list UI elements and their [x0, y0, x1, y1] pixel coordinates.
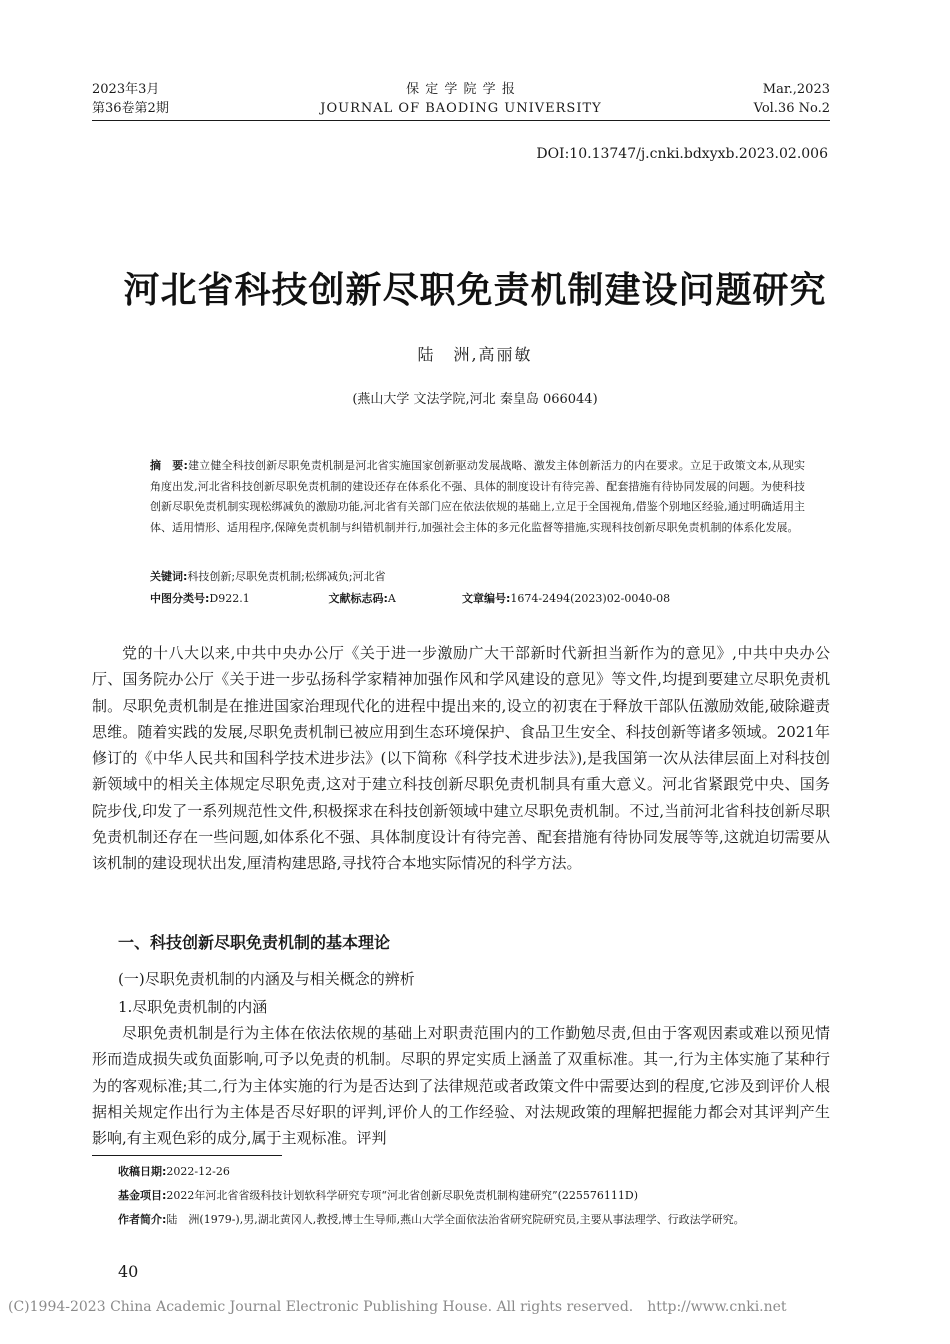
running-header	[92, 80, 830, 120]
header-center	[92, 80, 830, 118]
keywords-text: 科技创新;尽职免责机制;松绑减负;河北省	[187, 570, 386, 583]
keywords	[150, 568, 386, 584]
abstract-text: 建立健全科技创新尽职免责机制是河北省实施国家创新驱动发展战略、激发主体创新活力的内在要求。立足于政策文本,从现实角度出发,河北省科技创新尽职免责机制的建设还存在体系化不强、具体的制度设计有待完善、配套措施有待协同发展的问题。为使科技创新尽职免责机制实现松绑减负的激励功能,河北省有关部门应在依法依规的基础上,立足于全国视角,借鉴个别地区经验,通过明确适用主体、适用情形、适用程序,保障免责机制与纠错机制并行,加强社会主体的多元化监督等措施,实现科技创新尽职免责机制的体系化发展。	[150, 459, 805, 534]
footnote-received	[118, 1162, 858, 1182]
header-divider	[92, 120, 830, 121]
header-right	[754, 80, 830, 118]
abstract	[150, 456, 805, 538]
footnote-divider	[92, 1155, 282, 1156]
intro-paragraph: 党的十八大以来,中共中央办公厅《关于进一步激励广大干部新时代新担当新作为的意见》,中共中央办公厅、国务院办公厅《关于进一步弘扬科学家精神加强作风和学风建设的意见》等文件,均提到要建立尽职免责机制。尽职免责机制是在推进国家治理现代化的进程中提出来的,设立的初衷在于释放干部队伍激励效能,破除避责思维。随着实践的发展,尽职免责机制已被应用到生态环境保护、食品卫生安全、科技创新等诸多领域。2021年修订的《中华人民共和国科学技术进步法》(以下简称《科学技术进步法》),是我国第一次从法律层面上对科技创新领域中的相关主体规定尽职免责,这对于建立科技创新尽职免责机制具有重大意义。河北省紧跟党中央、国务院步伐,印发了一系列规范性文件,积极探求在科技创新领域中建立尽职免责机制。不过,当前河北省科技创新尽职免责机制还存在一些问题,如体系化不强、具体制度设计有待完善、配套措施有待协同发展等等,这就迫切需要从该机制的建设现状出发,厘清构建思路,寻找符合本地实际情况的科学方法。	[92, 644, 830, 873]
doi: DOI:10.13747/j.cnki.bdxyxb.2023.02.006	[536, 146, 828, 162]
classification-line	[150, 590, 810, 606]
header-volume-cn: 第36卷第2期	[92, 101, 169, 116]
author-bio-label: 作者简介:	[118, 1213, 167, 1226]
author-bio-text: 陆 洲(1979-),男,湖北黄冈人,教授,博士生导师,燕山大学全面依法治省研究院研究员,主要从事法理学、行政法学研究。	[166, 1213, 745, 1226]
abstract-label: 摘 要:	[150, 459, 188, 472]
section-heading: 一、科技创新尽职免责机制的基本理论	[118, 933, 391, 952]
article-number-value: 1674-2494(2023)02-0040-08	[510, 592, 671, 605]
doc-code-label: 文献标志码:	[328, 592, 388, 605]
fund-label: 基金项目:	[118, 1189, 167, 1202]
intro-section	[92, 640, 830, 877]
header-journal-en: JOURNAL OF BAODING UNIVERSITY	[320, 101, 602, 116]
header-date-en: Mar.,2023	[762, 82, 830, 97]
section-paragraph: 尽职免责机制是行为主体在依法依规的基础上对职责范围内的工作勤勉尽责,但由于客观因素或难以预见情形而造成损失或负面影响,可予以免责的机制。尽职的界定实质上涵盖了双重标准。其一,行为主体实施了某种行为的客观标准;其二,行为主体实施的行为是否达到了法律规范或者政策文件中需要达到的程度,它涉及到评价人根据相关规定作出行为主体是否尽好职的评判,评价人的工作经验、对法规政策的理解把握能力都会对其评判产生影响,有主观色彩的成分,属于主观标准。评判	[92, 1024, 830, 1148]
article-number-label: 文章编号:	[462, 592, 511, 605]
header-date-cn: 2023年3月	[92, 82, 160, 97]
clc-item	[150, 590, 325, 606]
doc-code-item	[329, 590, 459, 606]
article-number-item	[462, 590, 670, 606]
doc-code-value: A	[387, 592, 396, 605]
affiliation: (燕山大学 文法学院,河北 秦皇岛 066044)	[352, 392, 598, 407]
copyright-notice: (C)1994-2023 China Academic Journal Electronic Publishing House. All rights reserved. http://www.cnki.net	[8, 1299, 787, 1315]
received-label: 收稿日期:	[118, 1165, 167, 1178]
fund-text: 2022年河北省省级科技计划软科学研究专项“河北省创新尽职免责机制构建研究”(225576111D)	[166, 1189, 639, 1202]
footnote-author	[92, 1210, 832, 1230]
clc-label: 中图分类号:	[150, 592, 210, 605]
footnote-fund	[118, 1186, 858, 1206]
header-journal-cn: 保 定 学 院 学 报	[406, 82, 516, 97]
received-date: 2022-12-26	[166, 1165, 230, 1178]
keywords-label: 关键词:	[150, 570, 188, 583]
page-number: 40	[118, 1262, 139, 1281]
clc-value: D922.1	[209, 592, 250, 605]
subsubsection-heading: 1.尽职免责机制的内涵	[118, 998, 268, 1016]
paper-title: 河北省科技创新尽职免责机制建设问题研究	[123, 270, 827, 311]
subsection-heading: (一)尽职免责机制的内涵及与相关概念的辨析	[118, 970, 415, 988]
authors: 陆 洲,高丽敏	[417, 345, 533, 364]
section-body	[92, 1020, 830, 1151]
header-volume-en: Vol.36 No.2	[753, 101, 830, 116]
